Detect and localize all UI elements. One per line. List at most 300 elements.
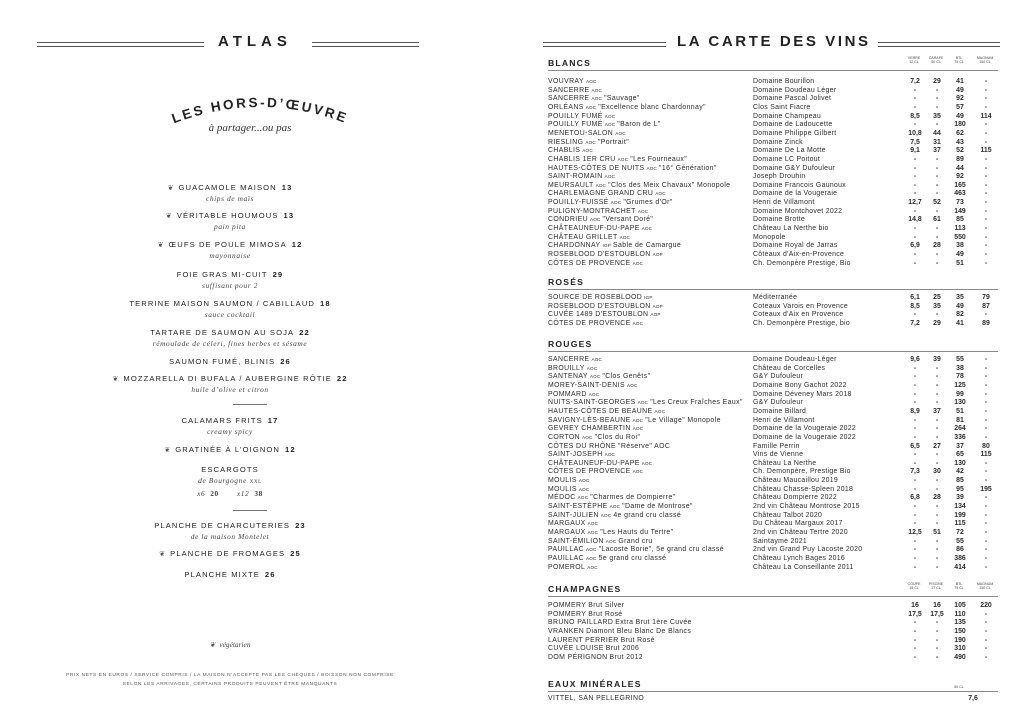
svg-text:LES HORS-D’ŒUVRE: LES HORS-D’ŒUVRE — [169, 94, 351, 127]
price-cell: - — [984, 259, 988, 267]
wine-cuvee: "Versant Doré" — [602, 216, 654, 224]
price-cell: 29 — [933, 319, 941, 327]
price-cell: 44 — [933, 129, 941, 137]
dish-price: 12 — [285, 445, 296, 454]
wine-row — [548, 564, 1000, 573]
dish-description-text: sauce cocktail — [204, 310, 256, 319]
price-cell: 28 — [933, 494, 941, 502]
price-cell: - — [913, 511, 917, 519]
wine-producer: Château Lynch Bages 2016 — [753, 554, 845, 562]
column-header-name: BTL — [955, 582, 963, 586]
wine-producer: Domaine Doudeau-Léger — [753, 356, 837, 363]
wine-appellation: SANTENAY — [548, 373, 588, 381]
dish-item — [0, 465, 460, 498]
wine-row — [548, 365, 1000, 374]
dish-title: FOIE GRAS MI-CUIT — [176, 270, 268, 279]
wine-appellation: ROSEBLOOD D'ESTOUBLON — [548, 302, 651, 310]
price-cell: 135 — [954, 619, 966, 627]
wine-row — [548, 382, 1000, 391]
wine-name — [548, 311, 661, 320]
dish-title: GRATINÉE À L’OIGNON — [175, 445, 281, 454]
price-cell: 42 — [956, 468, 964, 476]
price-cell: 99 — [956, 390, 964, 398]
price-cell: 38 — [956, 242, 964, 250]
wine-label-type: AOC — [591, 96, 603, 102]
price-cell: - — [913, 451, 917, 459]
wine-section-title: ROSÉS — [548, 277, 585, 287]
price-cell: - — [984, 207, 988, 215]
price-cell: - — [984, 563, 988, 571]
price-cell: - — [984, 251, 988, 258]
wine-name — [548, 529, 674, 538]
wine-name — [548, 425, 643, 434]
wine-name — [548, 113, 615, 122]
column-header — [948, 582, 970, 591]
price-cell: 80 — [982, 442, 990, 450]
column-header-size: 15 CL — [909, 586, 919, 591]
wine-producer: Château La Nerthe — [753, 459, 817, 467]
dish-price: 18 — [320, 299, 331, 308]
wine-appellation: SANCERRE — [548, 86, 590, 94]
wine-producer: Château La Nerthe bio — [753, 225, 829, 233]
wine-name — [548, 260, 643, 269]
wine-label-type: AOC — [587, 530, 599, 535]
wine-name — [548, 468, 643, 477]
dish-description-text: rémoulade de céleri, fines herbes et sésame — [152, 339, 308, 348]
price-cell: 310 — [954, 645, 966, 653]
wine-name — [548, 251, 663, 260]
dish-name — [0, 328, 460, 337]
price-cell: - — [984, 103, 988, 111]
wine-producer: Coteaux Varois en Provence — [753, 302, 849, 310]
price-cell: 10,8 — [908, 129, 922, 137]
champagne-row — [548, 637, 1000, 646]
wine-row — [548, 434, 1000, 443]
price-cell: 17,5 — [930, 610, 944, 618]
leaf-icon: ❦ — [209, 641, 216, 649]
leaf-icon: ❦ — [159, 551, 167, 558]
wine-label-type: AOC — [632, 320, 644, 326]
price-cell: - — [984, 381, 988, 389]
wine-label-type: AOC — [632, 469, 644, 475]
wine-row — [548, 425, 1000, 434]
wine-appellation: CONDRIEU — [548, 216, 588, 224]
wine-appellation: SAINT-JULIEN — [548, 511, 599, 519]
price-cell: 130 — [954, 459, 966, 467]
wine-cuvee: Brut 2012 — [609, 653, 644, 661]
wine-list-title: LA CARTE DES VINS — [677, 33, 871, 50]
wine-name — [548, 165, 717, 174]
wine-label-type: AOC — [578, 486, 590, 492]
dish-price: 23 — [295, 521, 306, 530]
wine-label-type: AOC — [585, 79, 597, 84]
price-cell: - — [913, 619, 917, 627]
wine-appellation: POMEROL — [548, 563, 586, 571]
wine-label-type: AOP — [652, 303, 663, 309]
wine-appellation: VRANKEN — [548, 627, 585, 635]
wine-cuvee: "Clos du Roi" — [594, 433, 641, 441]
wine-cuvee: Grand cru — [618, 537, 653, 545]
price-cell: - — [913, 503, 917, 511]
column-header — [925, 56, 947, 65]
price-cell: - — [913, 233, 917, 241]
wine-name — [548, 451, 615, 460]
dish-price: 22 — [336, 374, 348, 383]
price-cell: 8,5 — [910, 112, 920, 120]
wine-appellation: POMMARD — [548, 390, 587, 398]
wine-label-type: AOC — [604, 452, 616, 458]
wine-producer: Henri de Villamont — [753, 416, 815, 424]
price-cell: 130 — [954, 399, 966, 407]
wine-appellation: BRUNO PAILLARD — [548, 619, 614, 627]
wine-section-title: BLANCS — [548, 58, 592, 68]
price-cell: 44 — [956, 164, 964, 172]
wine-appellation: ORLÉANS — [548, 103, 584, 111]
column-header-size: 150 CL — [979, 60, 991, 65]
wine-producer: Côteaux d'Aix-en-Provence — [753, 251, 845, 258]
price-cell: 110 — [954, 610, 966, 618]
price-cell: 8,5 — [910, 302, 920, 310]
dish-item — [0, 445, 460, 454]
wine-label-type: AOC — [637, 400, 649, 406]
price-cell: - — [935, 233, 939, 241]
price-cell: - — [913, 373, 917, 381]
wine-producer: Clos Saint Fiacre — [753, 103, 811, 111]
wine-producer: Du Château Margaux 2017 — [753, 520, 843, 528]
dish-name — [0, 445, 460, 454]
wine-name — [548, 538, 653, 547]
price-cell: - — [984, 503, 988, 511]
price-cell: - — [935, 520, 939, 528]
wine-producer: Domaine Champeau — [753, 112, 821, 120]
wine-name — [548, 95, 640, 104]
price-cell: - — [935, 373, 939, 381]
dish-description — [0, 427, 460, 436]
dish-item — [0, 183, 460, 203]
price-cell: 89 — [982, 319, 990, 327]
price-cell: - — [913, 459, 917, 467]
wine-name — [548, 234, 630, 243]
price-cell: - — [935, 181, 939, 189]
wine-producer: Château de Corcelles — [753, 364, 826, 372]
header-rule-left-2 — [37, 46, 204, 47]
wine-label-type: AOC — [586, 365, 598, 371]
dish-description-text: creamy spicy — [207, 427, 253, 436]
price-cell: 49 — [956, 251, 964, 258]
price-cell: 7,2 — [910, 319, 920, 327]
wine-label-type: AOC — [605, 538, 617, 544]
price-cell: 12,7 — [908, 199, 922, 207]
price-cell: 51 — [956, 407, 964, 415]
price-cell: 39 — [933, 356, 941, 363]
dish-name — [0, 549, 460, 558]
price-cell: - — [984, 233, 988, 241]
wine-label-type: AOC — [587, 521, 599, 527]
wine-label-type: AOC — [600, 512, 612, 518]
price-cell: - — [935, 636, 939, 644]
price-cell: - — [913, 546, 917, 554]
price-cell: - — [935, 645, 939, 653]
wine-name — [548, 654, 643, 663]
wine-row — [548, 87, 1000, 96]
price-cell: - — [935, 653, 939, 661]
wine-label-type: AOC — [586, 547, 597, 553]
price-cell: 17,5 — [908, 610, 922, 618]
price-cell: - — [913, 311, 917, 319]
wine-row — [548, 251, 1000, 260]
price-cell: - — [984, 425, 988, 433]
wine-appellation: CÔTES DE PROVENCE — [548, 319, 631, 327]
wine-label-type: AOC — [589, 374, 601, 380]
price-cell: 16 — [911, 602, 919, 609]
column-header — [948, 56, 970, 65]
champagne-row — [548, 628, 1000, 637]
dish-item — [0, 570, 460, 579]
wine-appellation: MÉDOC — [548, 494, 576, 502]
price-cell: 29 — [933, 78, 941, 85]
price-cell: - — [984, 537, 988, 545]
wine-name — [548, 408, 665, 417]
price-cell: - — [935, 155, 939, 163]
champagne-row — [548, 611, 1000, 620]
price-cell: 78 — [956, 373, 964, 381]
footer-note-1: PRIX NETS EN EUROS / SERVICE COMPRIS / LA MAISON N’ACCEPTE PAS LES CHÈQUES / BOISSON NON COMPRISE — [66, 673, 394, 678]
dish-description — [0, 281, 460, 290]
wine-producer: Domaine Brotte — [753, 216, 806, 224]
brand-title: ATLAS — [218, 33, 292, 50]
price-cell: 6,9 — [910, 242, 920, 250]
dish-item — [0, 521, 460, 541]
wine-producer: Coteaux d'Aix en Provence — [753, 311, 844, 319]
wine-appellation: ROSEBLOOD D'ESTOUBLON — [548, 251, 651, 258]
wine-label-type: AOC — [591, 87, 603, 93]
wine-appellation: MARGAUX — [548, 520, 586, 528]
column-header-size: 17 CL — [931, 586, 941, 591]
wine-row — [548, 242, 1000, 251]
dish-price: 26 — [264, 570, 276, 579]
footer-note-2: SELON LES ARRIVAGES, CERTAINS PRODUITS PEUVENT ÊTRE MANQUANTS — [122, 682, 338, 687]
wine-name — [548, 216, 653, 225]
dish-title: CALAMARS FRITS — [181, 416, 263, 425]
column-header-name: VERRE — [907, 56, 921, 60]
wine-label-type: AOC — [604, 122, 616, 128]
wine-row — [548, 303, 1000, 312]
price-cell: - — [935, 511, 939, 519]
wine-appellation: SAINT-JOSEPH — [548, 451, 603, 459]
column-header-name: PISCINE — [928, 582, 944, 586]
wine-section-title: EAUX MINÉRALES — [548, 679, 642, 689]
price-cell: 49 — [956, 302, 964, 310]
wine-cuvee: "Excellence blanc Chardonnay" — [598, 103, 706, 111]
wine-row — [548, 182, 1000, 191]
price-cell: 7,3 — [910, 468, 920, 476]
price-cell: - — [913, 173, 917, 181]
price-cell: - — [913, 416, 917, 424]
price-cell: 220 — [980, 602, 992, 609]
dish-name — [0, 374, 460, 383]
price-cell: - — [984, 416, 988, 424]
price-cell: - — [984, 619, 988, 627]
price-cell: 12,5 — [908, 529, 922, 536]
price-cell: 61 — [933, 216, 941, 224]
wine-appellation: PULIGNY-MONTRACHET — [548, 207, 636, 215]
wine-label-type: AOC — [641, 226, 653, 232]
price-cell: 85 — [956, 477, 964, 485]
column-header-name: MAGNUM — [976, 56, 994, 60]
wine-appellation: MARGAUX — [548, 529, 586, 536]
champagne-row — [548, 619, 1000, 628]
wine-appellation: VITTEL, SAN PELLEGRINO — [548, 695, 645, 702]
wine-row — [548, 199, 1000, 208]
wine-cuvee: Brut Rosé — [620, 636, 655, 644]
wine-name — [548, 443, 670, 452]
wine-producer: Domaine LC Poitout — [753, 155, 821, 163]
price-cell: 7,2 — [910, 78, 920, 85]
wine-name — [548, 520, 598, 529]
price-cell: - — [913, 95, 917, 103]
wine-row — [548, 216, 1000, 225]
wine-row — [548, 503, 1000, 512]
wine-producer: Henri de Villamont — [753, 199, 815, 207]
price-cell: - — [935, 173, 939, 181]
wine-label-type: AOC — [587, 564, 598, 570]
dish-title: ŒUFS DE POULE MIMOSA — [168, 240, 287, 249]
wine-name — [548, 373, 650, 382]
wine-name — [548, 356, 602, 365]
wine-producer: Domaine Montchovet 2022 — [753, 207, 843, 215]
price-cell: - — [913, 645, 917, 653]
wine-producer: Domaine de Ladoucette — [753, 121, 833, 129]
wine-producer: 2nd vin Grand Puy Lacoste 2020 — [753, 546, 863, 554]
price-cell: 51 — [933, 529, 941, 536]
wine-row — [548, 356, 1000, 365]
dish-description-text: suffisant pour 2 — [201, 281, 258, 290]
wine-name — [548, 637, 655, 646]
price-cell: - — [913, 433, 917, 441]
price-cell: 195 — [980, 485, 992, 493]
section-divider — [233, 510, 267, 511]
dish-description — [0, 385, 460, 394]
wine-row — [548, 78, 1000, 87]
price-cell: - — [935, 563, 939, 571]
wine-name — [548, 503, 693, 512]
wine-section-title: CHAMPAGNES — [548, 584, 622, 594]
dish-title: SAUMON FUMÉ, BLINIS — [169, 357, 276, 366]
column-header — [974, 582, 996, 591]
price-cell: - — [913, 390, 917, 398]
dish-price: 26 — [280, 357, 291, 366]
price-cell: 37 — [933, 407, 941, 415]
price-cell: - — [913, 485, 917, 493]
wine-producer: G&Y Dufouleur — [753, 373, 804, 381]
wine-producer: Domaine Zinck — [753, 138, 803, 146]
column-header — [974, 56, 996, 65]
price-cell: 72 — [956, 529, 964, 536]
price-cell: - — [984, 653, 988, 661]
champagne-row — [548, 602, 1000, 611]
price-cell: - — [984, 645, 988, 653]
wine-producer: Monopole — [753, 233, 786, 241]
price-cell: - — [935, 95, 939, 103]
price-cell: - — [935, 364, 939, 372]
price-cell: - — [913, 627, 917, 635]
wine-row — [548, 520, 1000, 529]
price-cell: 150 — [954, 627, 966, 635]
column-header-size: 75 CL — [954, 586, 964, 591]
header-rule-right-2 — [878, 46, 1000, 47]
price-cell: 16 — [933, 602, 941, 609]
wine-label-type: AOC — [582, 434, 593, 440]
price-cell: 38 — [956, 364, 964, 372]
dish-name — [0, 465, 460, 474]
wine-name — [548, 611, 623, 620]
price-cell: - — [984, 216, 988, 224]
dish-description-text: pain pita — [214, 222, 246, 231]
food-menu-page — [0, 0, 460, 724]
price-cell: 49 — [956, 112, 964, 120]
column-header — [903, 56, 925, 65]
price-cell: - — [984, 242, 988, 250]
wine-producer: Domaine Bony Gachot 2022 — [753, 381, 847, 389]
column-header-name: COUPE — [907, 582, 921, 586]
wine-producer: Domaine Francois Gaunoux — [753, 181, 846, 189]
leaf-icon: ❦ — [157, 242, 165, 249]
dish-item — [0, 299, 460, 319]
water-row — [548, 695, 1000, 704]
wine-appellation: CUVÉE 1489 D'ESTOUBLON — [548, 311, 649, 319]
wine-label-type: AOC — [585, 104, 597, 110]
price-cell: 37 — [956, 442, 964, 450]
price-cell: - — [935, 619, 939, 627]
wine-name — [548, 645, 639, 654]
dish-description-text: mayonnaise — [209, 251, 251, 260]
wine-name — [548, 242, 681, 251]
dish-name — [0, 521, 460, 530]
price-cell: 85 — [956, 216, 964, 224]
wine-appellation: GEVREY CHAMBERTIN — [548, 425, 631, 433]
price-cell: - — [935, 259, 939, 267]
price-cell: - — [935, 546, 939, 554]
dish-description-text: huile d’olive et citron — [191, 385, 269, 394]
wine-row — [548, 139, 1000, 148]
wine-row — [548, 147, 1000, 156]
price-cell: - — [935, 433, 939, 441]
price-cell: - — [913, 653, 917, 661]
wine-name — [548, 121, 661, 130]
wine-row — [548, 477, 1000, 486]
wine-label-type: AOP — [650, 312, 661, 318]
wine-row — [548, 468, 1000, 477]
price-cell: 114 — [980, 112, 992, 120]
wine-appellation: SAINT-ESTÈPHE — [548, 503, 608, 511]
wine-appellation: CORTON — [548, 433, 581, 441]
dish-name — [0, 270, 460, 279]
wine-name — [548, 182, 730, 191]
header-rule-left — [543, 42, 666, 43]
leaf-icon: ❦ — [167, 185, 175, 192]
column-header — [903, 582, 925, 591]
wine-producer: Château Talbot 2020 — [753, 511, 823, 519]
column-header-size: 50 CL — [931, 60, 941, 65]
price-cell: - — [913, 563, 917, 571]
dish-item — [0, 549, 460, 558]
wine-row — [548, 555, 1000, 564]
wine-cuvee: "Grumes d'Or" — [623, 199, 673, 207]
wine-row — [548, 408, 1000, 417]
dish-name — [0, 570, 460, 579]
dish-item — [0, 416, 460, 436]
dish-title: PLANCHE DE FROMAGES — [170, 549, 286, 558]
